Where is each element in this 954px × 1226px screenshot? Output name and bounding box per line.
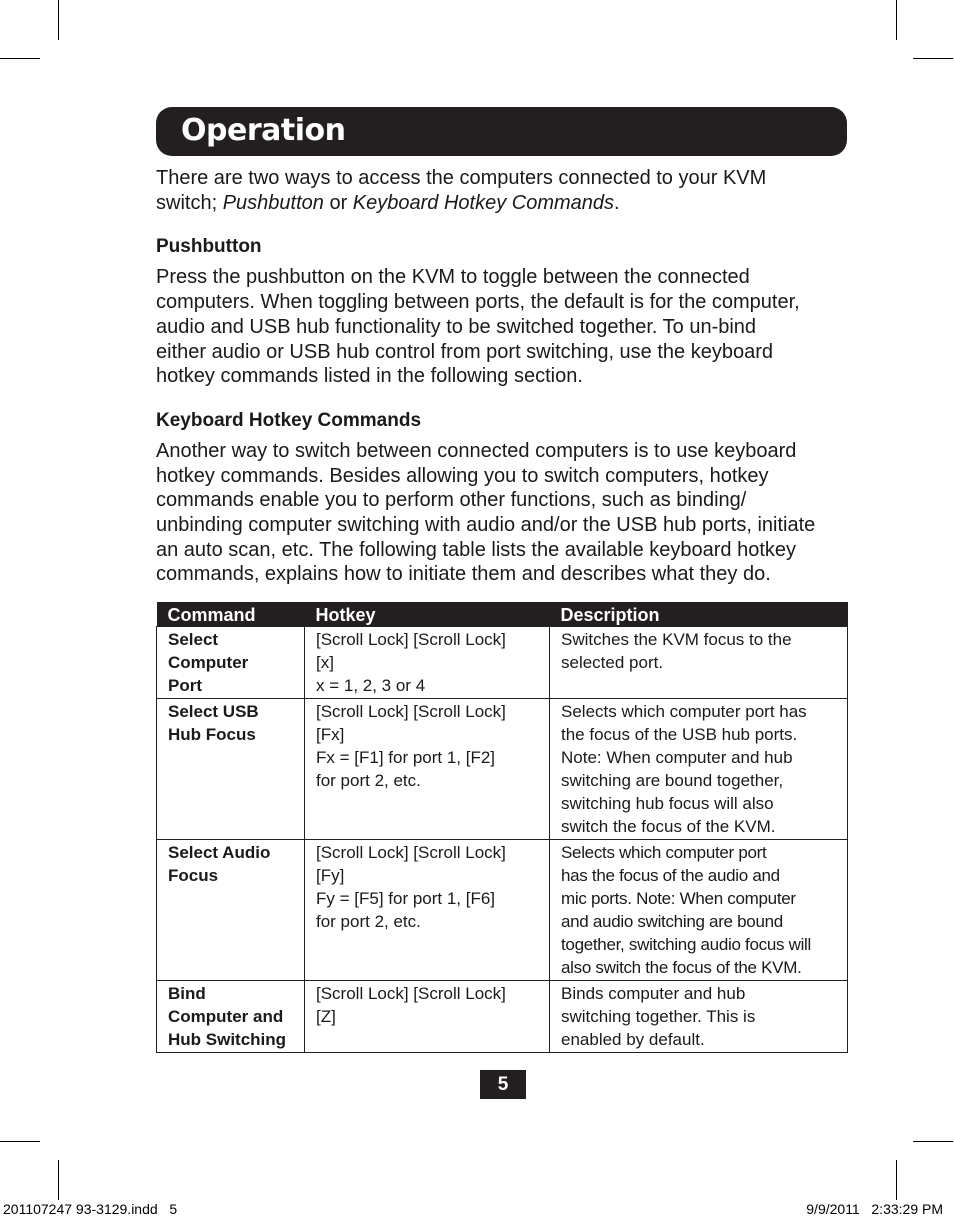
cell-line: [Scroll Lock] [Scroll Lock] xyxy=(316,702,506,721)
column-header-hotkey: Hotkey xyxy=(305,602,550,627)
cell-line: together, switching audio focus will xyxy=(561,935,812,954)
crop-mark xyxy=(896,1160,897,1200)
column-header-description: Description xyxy=(550,602,848,627)
crop-mark xyxy=(896,0,897,40)
cell-line: Bind xyxy=(168,984,206,1003)
table-row xyxy=(157,981,848,1053)
intro-paragraph xyxy=(156,166,846,215)
pushbutton-line: hotkey commands listed in the following section. xyxy=(156,365,583,388)
table-row xyxy=(157,699,848,840)
description-cell xyxy=(550,840,848,981)
slug-file-info: 201107247 93-3129.indd 5 xyxy=(3,1201,178,1217)
cell-line: Switches the KVM focus to the xyxy=(561,630,792,649)
page-title: Operation xyxy=(181,113,346,148)
command-cell xyxy=(157,699,305,840)
command-cell xyxy=(157,627,305,699)
cell-line: x = 1, 2, 3 or 4 xyxy=(316,676,426,695)
crop-mark xyxy=(58,0,59,40)
pushbutton-heading: Pushbutton xyxy=(156,236,262,258)
cell-line: [Scroll Lock] [Scroll Lock] xyxy=(316,630,506,649)
crop-mark xyxy=(913,58,953,59)
cell-line: the focus of the USB hub ports. xyxy=(561,725,798,744)
cell-line: Port xyxy=(168,676,202,695)
cell-line: for port 2, etc. xyxy=(316,771,421,790)
pushbutton-line: either audio or USB hub control from port switching, use the keyboard xyxy=(156,340,773,363)
hotkeys-paragraph xyxy=(156,439,846,587)
cell-line: Selects which computer port has xyxy=(561,702,807,721)
intro-text: . xyxy=(614,191,620,214)
cell-line: [Fy] xyxy=(316,866,345,885)
intro-text: switch; xyxy=(156,191,223,214)
hotkey-cell xyxy=(305,981,550,1053)
description-cell xyxy=(550,981,848,1053)
cell-line: and audio switching are bound xyxy=(561,912,783,931)
hotkey-table xyxy=(156,602,848,1053)
intro-line: There are two ways to access the computers connected to your KVM xyxy=(156,167,767,189)
cell-line: switching hub focus will also xyxy=(561,794,774,813)
pushbutton-line: audio and USB hub functionality to be switched together. To un-bind xyxy=(156,315,757,338)
slug-timestamp: 9/9/2011 2:33:29 PM xyxy=(806,1201,943,1217)
cell-line: [Fx] xyxy=(316,725,345,744)
cell-line: for port 2, etc. xyxy=(316,912,421,931)
hotkeys-line: Another way to switch between connected computers is to use keyboard xyxy=(156,439,797,462)
pushbutton-paragraph xyxy=(156,265,846,389)
hotkeys-heading: Keyboard Hotkey Commands xyxy=(156,409,422,431)
column-header-command: Command xyxy=(157,602,305,627)
cell-line: switch the focus of the KVM. xyxy=(561,817,776,836)
cell-line: also switch the focus of the KVM. xyxy=(561,958,802,977)
hotkey-cell xyxy=(305,627,550,699)
command-cell xyxy=(157,840,305,981)
cell-line: selected port. xyxy=(561,653,664,672)
cell-line: Selects which computer port xyxy=(561,843,767,862)
hotkey-cell xyxy=(305,699,550,840)
cell-line: has the focus of the audio and xyxy=(561,866,780,885)
cell-line: Hub Switching xyxy=(168,1030,287,1049)
cell-line: Fy = [F5] for port 1, [F6] xyxy=(316,889,496,908)
hotkeys-line: commands, explains how to initiate them and describes what they do. xyxy=(156,563,771,586)
command-cell xyxy=(157,981,305,1053)
body-text xyxy=(156,166,846,587)
pushbutton-line: Press the pushbutton on the KVM to toggle between the connected xyxy=(156,266,750,289)
cell-line: Fx = [F1] for port 1, [F2] xyxy=(316,748,496,767)
hotkeys-line: hotkey commands. Besides allowing you to switch computers, hotkey xyxy=(156,464,769,487)
hotkey-cell xyxy=(305,840,550,981)
cell-line: Computer and xyxy=(168,1007,284,1026)
description-cell xyxy=(550,699,848,840)
intro-text: or xyxy=(323,191,353,214)
cell-line: switching together. This is xyxy=(561,1007,756,1026)
cell-line: Computer xyxy=(168,653,249,672)
page-number: 5 xyxy=(480,1070,526,1099)
cell-line: Select USB xyxy=(168,702,259,721)
crop-mark xyxy=(0,1141,40,1142)
table-row xyxy=(157,627,848,699)
table-row xyxy=(157,840,848,981)
intro-emphasis-pushbutton: Pushbutton xyxy=(222,191,324,214)
cell-line: [Scroll Lock] [Scroll Lock] xyxy=(316,984,506,1003)
cell-line: mic ports. Note: When computer xyxy=(561,889,796,908)
hotkeys-line: commands enable you to perform other functions, such as binding/ xyxy=(156,489,747,512)
cell-line: Binds computer and hub xyxy=(561,984,746,1003)
cell-line: [Scroll Lock] [Scroll Lock] xyxy=(316,843,506,862)
hotkeys-line: unbinding computer switching with audio and/or the USB hub ports, initiate xyxy=(156,514,816,537)
cell-line: Select xyxy=(168,630,219,649)
cell-line: Select Audio xyxy=(168,843,271,862)
table-header-row xyxy=(157,602,848,627)
crop-mark xyxy=(913,1141,953,1142)
hotkeys-line: an auto scan, etc. The following table lists the available keyboard hotkey xyxy=(156,538,797,561)
intro-emphasis-hotkeys: Keyboard Hotkey Commands xyxy=(352,191,615,214)
cell-line: Note: When computer and hub xyxy=(561,748,793,767)
crop-mark xyxy=(58,1160,59,1200)
cell-line: Focus xyxy=(168,866,219,885)
cell-line: enabled by default. xyxy=(561,1030,705,1049)
cell-line: [Z] xyxy=(316,1007,336,1026)
cell-line: Hub Focus xyxy=(168,725,256,744)
section-banner xyxy=(156,107,847,156)
cell-line: switching are bound together, xyxy=(561,771,784,790)
pushbutton-line: computers. When toggling between ports, the default is for the computer, xyxy=(156,291,800,314)
crop-mark xyxy=(0,58,40,59)
cell-line: [x] xyxy=(316,653,334,672)
description-cell xyxy=(550,627,848,699)
